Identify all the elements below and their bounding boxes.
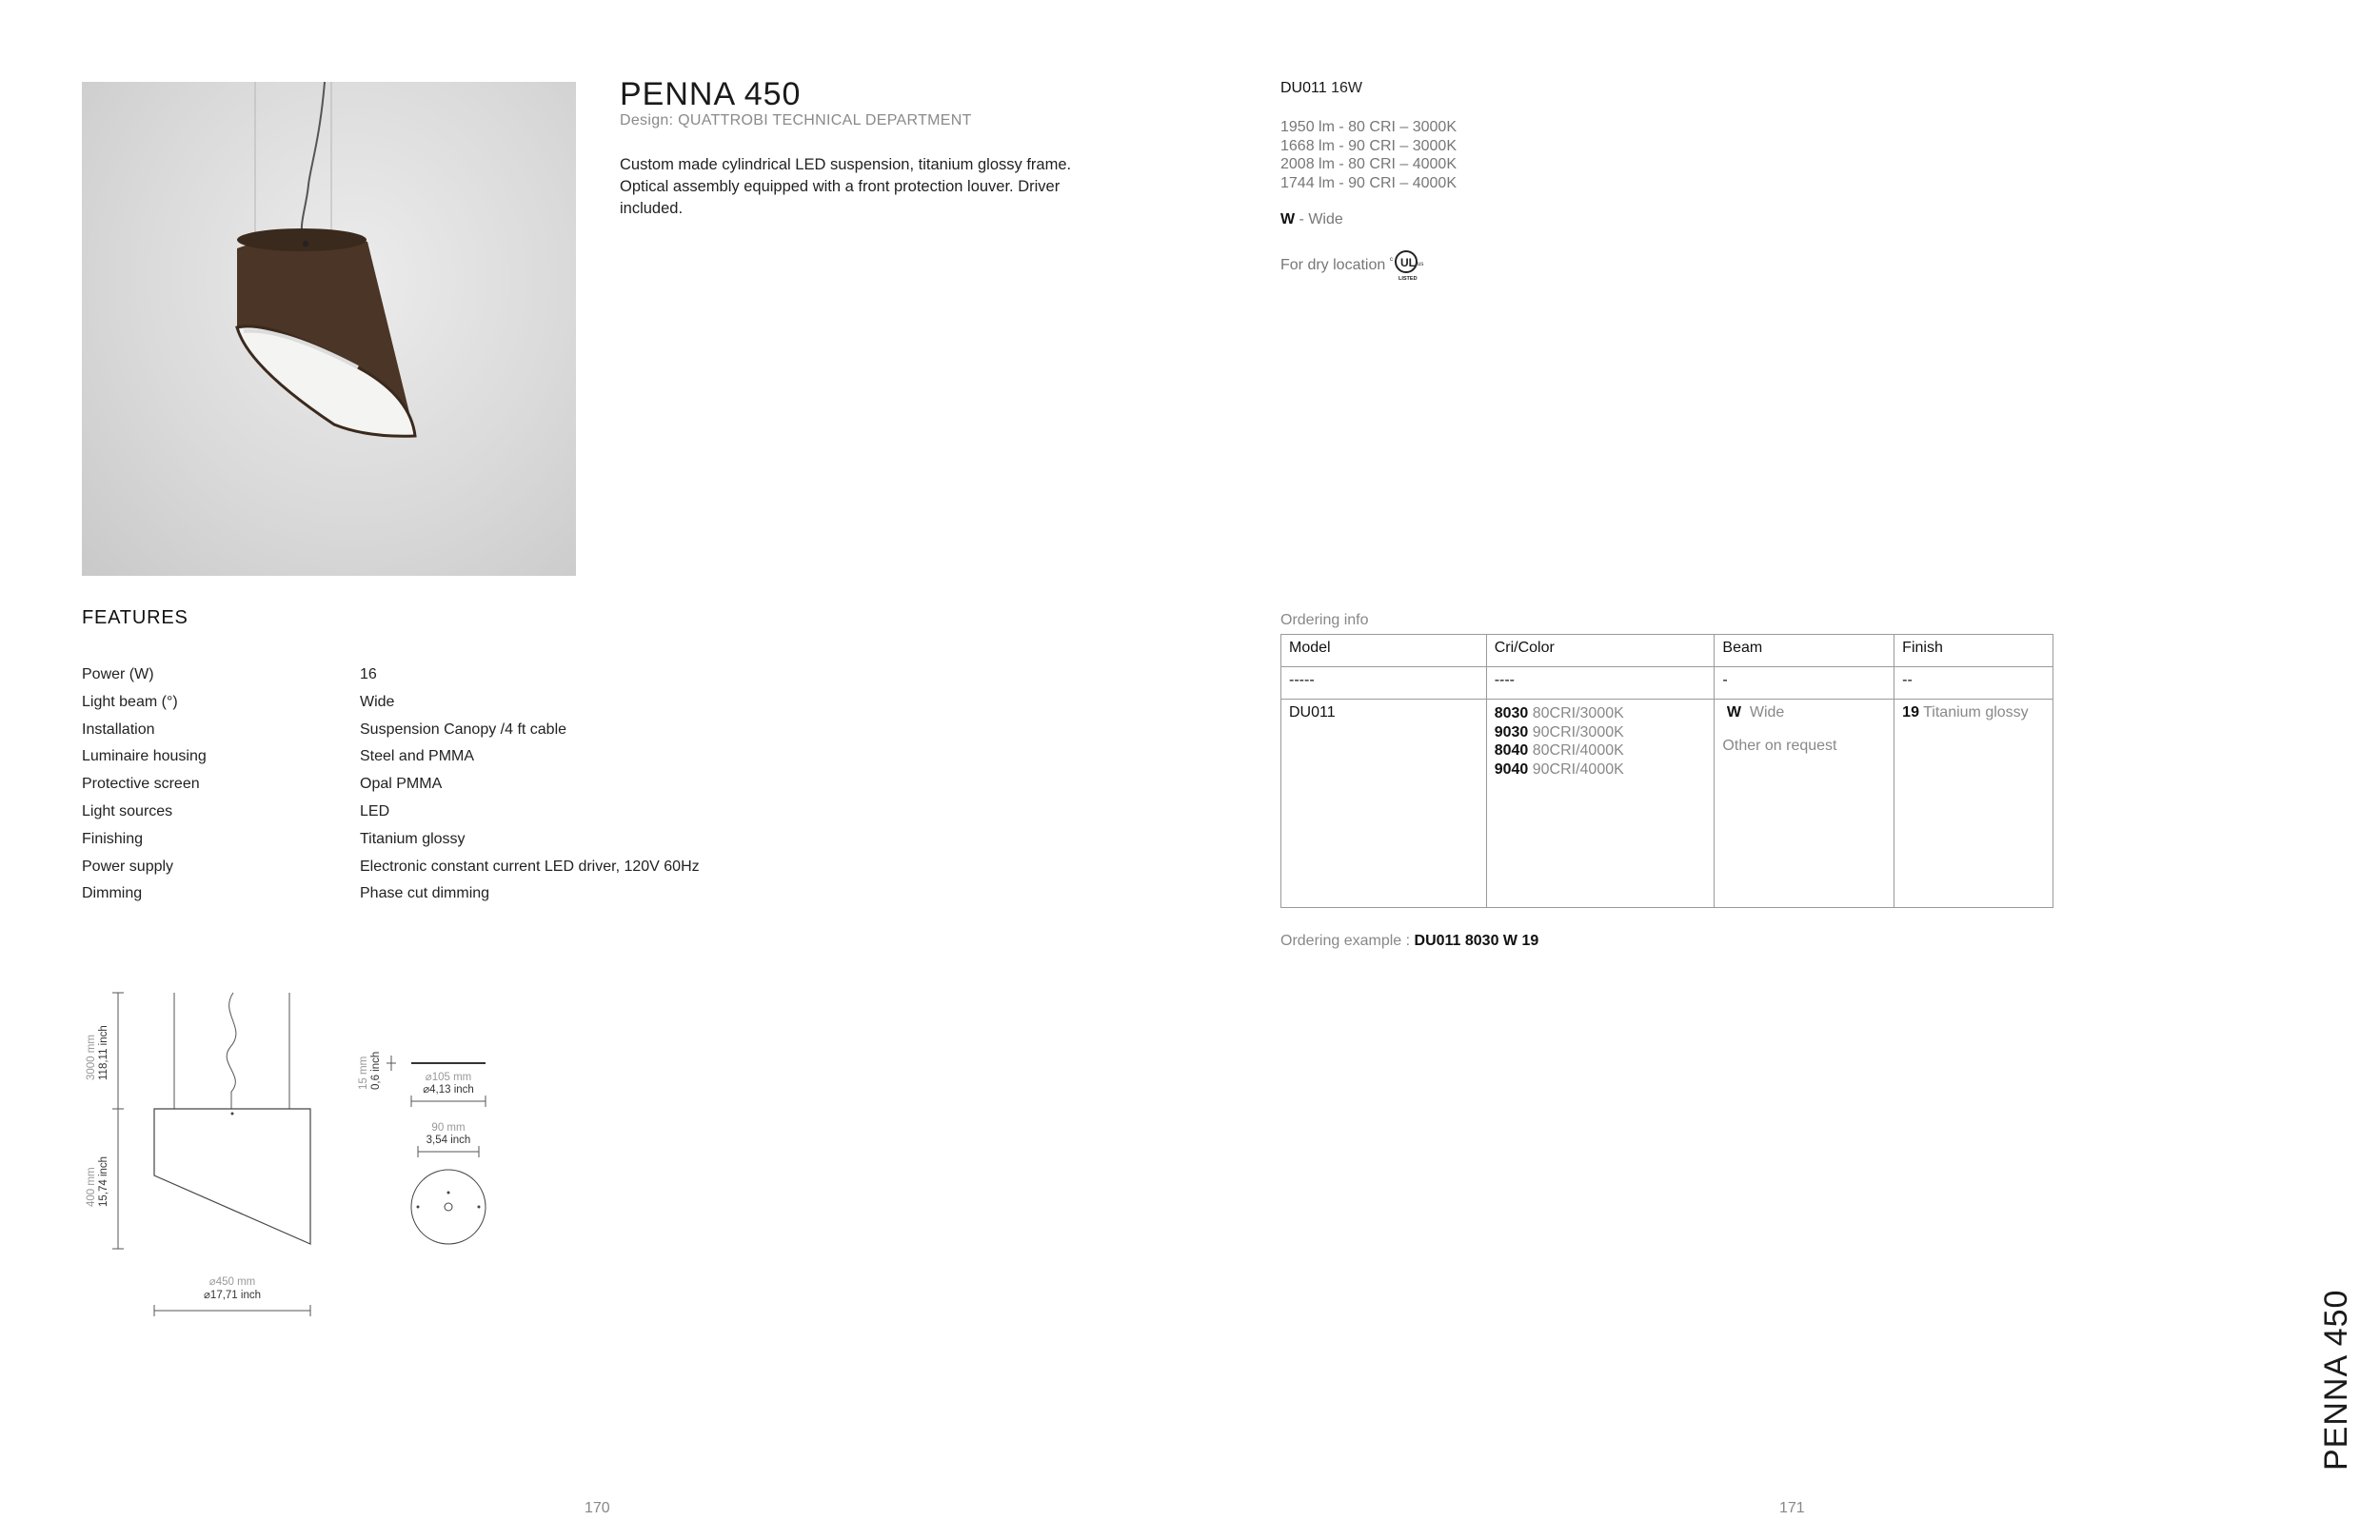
table-header-row	[1281, 635, 2053, 667]
feature-value: LED	[360, 802, 390, 819]
model-code: DU011	[1280, 80, 1327, 96]
canopy-diameter-mm: ⌀105 mm	[425, 1072, 472, 1083]
beam-code: W	[1726, 704, 1741, 721]
ordering-info-label: Ordering info	[1280, 612, 1369, 628]
beam-note: Other on request	[1722, 738, 1837, 754]
product-designer: Design: QUATTROBI TECHNICAL DEPARTMENT	[620, 112, 972, 128]
feature-label: Light sources	[82, 802, 173, 819]
feature-value: Suspension Canopy /4 ft cable	[360, 721, 567, 738]
feature-label: Light beam (°)	[82, 693, 178, 710]
feature-row	[82, 854, 700, 881]
page-number-right: 171	[1779, 1500, 1805, 1516]
dash-cell: ----	[1486, 667, 1715, 700]
feature-value: Steel and PMMA	[360, 748, 475, 765]
column-header: Cri/Color	[1486, 635, 1715, 667]
finish-code: 19	[1902, 704, 1919, 721]
ul-listed-icon	[1389, 249, 1427, 282]
product-title: PENNA 450	[620, 76, 802, 112]
color-desc: 80CRI/3000K	[1532, 705, 1624, 721]
diameter-mm: ⌀450 mm	[208, 1276, 256, 1288]
ordering-example-value: DU011 8030 W 19	[1414, 933, 1539, 949]
features-list	[82, 661, 700, 908]
feature-label: Power (W)	[82, 666, 154, 682]
lumen-line: 1668 lm - 90 CRI – 3000K	[1280, 137, 1457, 154]
feature-value: Phase cut dimming	[360, 885, 490, 902]
column-header: Finish	[1894, 635, 2053, 667]
model-cell: DU011	[1281, 700, 1487, 908]
color-code: 8040	[1494, 742, 1529, 759]
feature-row	[82, 771, 700, 799]
dry-location	[1280, 249, 1427, 282]
feature-label: Protective screen	[82, 776, 200, 793]
beam-cell	[1715, 700, 1894, 908]
feature-row	[82, 689, 700, 717]
beam-note	[1280, 211, 1343, 228]
color-code: 8030	[1494, 705, 1529, 721]
height-mm: 400 mm	[86, 1167, 97, 1207]
color-code: 9040	[1494, 760, 1529, 778]
color-cell	[1486, 700, 1715, 908]
beam-text: - Wide	[1295, 211, 1343, 227]
beam-desc: Wide	[1749, 704, 1785, 721]
feature-row	[82, 717, 700, 744]
feature-row	[82, 743, 700, 771]
cable-length-inch: 118,11 inch	[98, 1025, 109, 1080]
mount-spacing-mm: 90 mm	[431, 1122, 466, 1134]
page-number-left: 170	[585, 1500, 610, 1516]
pendant-lamp-image	[82, 82, 576, 576]
svg-text:c: c	[1390, 257, 1394, 263]
dimension-drawing	[76, 985, 533, 1328]
feature-label: Dimming	[82, 885, 143, 902]
feature-value: Opal PMMA	[360, 776, 443, 793]
model-heading	[1280, 80, 1362, 97]
features-title: FEATURES	[82, 607, 188, 628]
height-inch: 15,74 inch	[98, 1155, 109, 1207]
svg-text:UL: UL	[1400, 256, 1417, 269]
feature-value: 16	[360, 666, 377, 682]
model-power: 16W	[1331, 80, 1362, 96]
color-desc: 90CRI/4000K	[1532, 760, 1624, 778]
color-code: 9030	[1494, 723, 1529, 740]
dash-cell: -----	[1281, 667, 1487, 700]
svg-text:us: us	[1418, 262, 1424, 267]
lumen-line: 1950 lm - 80 CRI – 3000K	[1280, 119, 1457, 135]
feature-row	[82, 880, 700, 908]
feature-label: Luminaire housing	[82, 748, 207, 765]
dash-cell: -	[1715, 667, 1894, 700]
svg-text:LISTED: LISTED	[1398, 276, 1418, 282]
column-header: Model	[1281, 635, 1487, 667]
feature-value: Wide	[360, 693, 395, 710]
feature-label: Power supply	[82, 858, 174, 875]
lumen-list	[1280, 118, 1457, 192]
column-header: Beam	[1715, 635, 1894, 667]
lumen-line: 2008 lm - 80 CRI – 4000K	[1280, 156, 1457, 172]
side-title: PENNA 450	[2318, 1289, 2354, 1471]
cable-length-mm: 3000 mm	[86, 1035, 97, 1080]
ordering-example-label: Ordering example :	[1280, 933, 1411, 949]
color-desc: 80CRI/4000K	[1532, 742, 1624, 759]
feature-label: Finishing	[82, 830, 144, 847]
ordering-table	[1280, 634, 2053, 908]
ordering-example	[1280, 933, 1538, 950]
color-desc: 90CRI/3000K	[1532, 723, 1624, 740]
finish-desc: Titanium glossy	[1923, 704, 2029, 721]
product-description: Custom made cylindrical LED suspension, titanium glossy frame. Optical assembly equipped with a front protection louver. Driver included.	[620, 156, 1072, 217]
table-dash-row	[1281, 667, 2053, 700]
feature-row	[82, 799, 700, 826]
canopy-diameter-inch: ⌀4,13 inch	[423, 1084, 474, 1096]
product-photo	[82, 82, 576, 576]
table-row	[1281, 700, 2053, 908]
feature-label: Installation	[82, 721, 155, 738]
dash-cell: --	[1894, 667, 2053, 700]
beam-code: W	[1280, 211, 1296, 227]
feature-value: Titanium glossy	[360, 830, 466, 847]
dry-location-text: For dry location	[1280, 257, 1386, 273]
feature-value: Electronic constant current LED driver, 120V 60Hz	[360, 858, 700, 875]
feature-row	[82, 661, 700, 689]
feature-row	[82, 826, 700, 854]
mount-spacing-inch: 3,54 inch	[426, 1135, 471, 1146]
diameter-inch: ⌀17,71 inch	[204, 1290, 261, 1301]
canopy-height-mm: 15 mm	[358, 1056, 369, 1090]
lumen-line: 1744 lm - 90 CRI – 4000K	[1280, 174, 1457, 191]
canopy-height-inch: 0,6 inch	[370, 1051, 382, 1090]
finish-cell	[1894, 700, 2053, 908]
